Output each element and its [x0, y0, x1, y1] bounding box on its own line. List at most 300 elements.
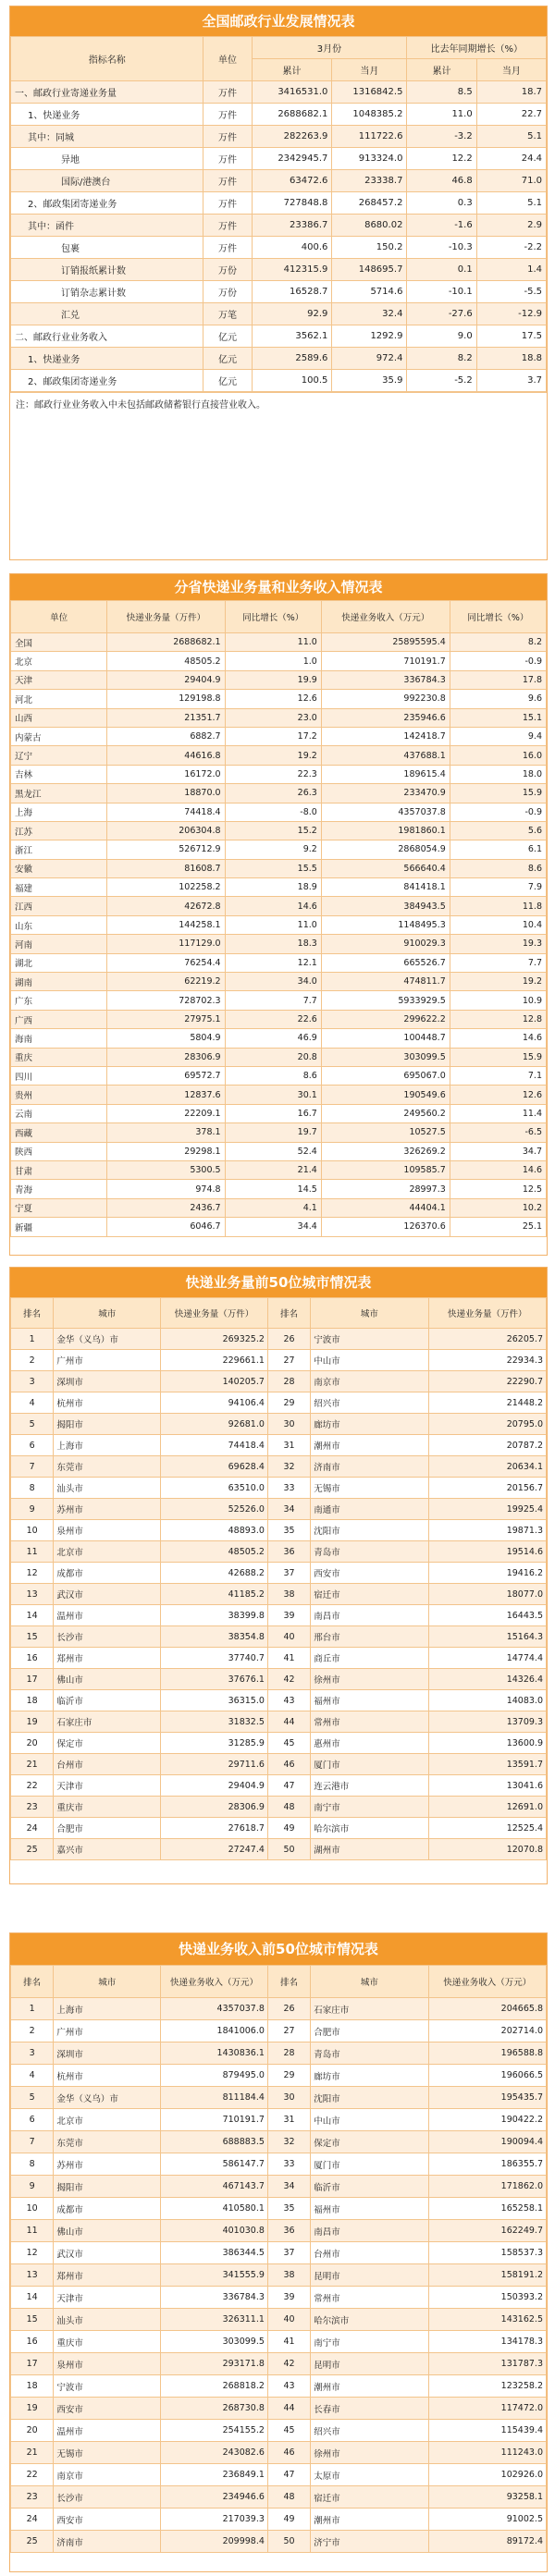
province-volume: 2688682.1	[107, 633, 225, 652]
col-header-yoy: 比去年同期增长（%）	[407, 37, 547, 59]
cumulative-growth: 46.8	[407, 170, 476, 192]
table-row	[11, 670, 547, 689]
rank: 10	[11, 2198, 54, 2220]
express-volume: 13709.3	[428, 1711, 546, 1733]
rank: 42	[267, 1669, 310, 1690]
province-volume: 6046.7	[107, 1218, 225, 1236]
rank: 30	[267, 1414, 310, 1435]
rank: 2	[11, 2020, 54, 2042]
indicator-unit: 万件	[204, 148, 252, 170]
express-volume: 19925.4	[428, 1499, 546, 1520]
table-row	[11, 1563, 547, 1584]
rank: 14	[11, 2287, 54, 2309]
city-name: 泉州市	[54, 2353, 161, 2375]
province-volume-growth: 12.1	[225, 953, 321, 972]
rank: 15	[11, 1626, 54, 1648]
province-volume-growth: 22.3	[225, 765, 321, 783]
indicator-name: 包裹	[11, 237, 204, 259]
city-name: 无锡市	[311, 1478, 428, 1499]
col-header-rank-2: 排名	[267, 1298, 310, 1329]
city-name: 宿迁市	[311, 1584, 428, 1605]
province-revenue-growth: 11.4	[450, 1104, 546, 1122]
province-revenue: 841418.1	[321, 878, 450, 897]
cumulative-growth: -10.3	[407, 237, 476, 259]
city-name: 邢台市	[311, 1626, 428, 1648]
rank: 42	[267, 2353, 310, 2375]
express-revenue: 254155.2	[161, 2420, 268, 2442]
rank: 41	[267, 2331, 310, 2353]
table-row	[11, 2065, 547, 2087]
express-volume: 20795.0	[428, 1414, 546, 1435]
table-row	[11, 1478, 547, 1499]
month-value: 148695.7	[332, 259, 407, 281]
cumulative-growth: 12.2	[407, 148, 476, 170]
cumulative-value: 63472.6	[252, 170, 332, 192]
table-row	[11, 2353, 547, 2375]
province-revenue-growth: 7.1	[450, 1066, 546, 1085]
express-revenue: 303099.5	[161, 2331, 268, 2353]
express-volume: 14083.0	[428, 1690, 546, 1711]
express-volume: 229661.1	[161, 1350, 268, 1371]
rank: 3	[11, 2042, 54, 2065]
table-row	[11, 633, 547, 652]
rank: 27	[267, 1350, 310, 1371]
indicator-unit: 亿元	[204, 348, 252, 370]
indicator-unit: 万件	[204, 104, 252, 126]
table-row	[11, 1690, 547, 1711]
province-volume: 81608.7	[107, 859, 225, 877]
rank: 8	[11, 2153, 54, 2176]
express-volume: 22934.3	[428, 1350, 546, 1371]
table-row	[11, 2176, 547, 2198]
express-revenue: 134178.3	[428, 2331, 546, 2353]
table-row	[11, 215, 547, 237]
table-row	[11, 1648, 547, 1669]
province-revenue: 695067.0	[321, 1066, 450, 1085]
express-volume: 13591.7	[428, 1754, 546, 1775]
express-revenue: 111243.0	[428, 2442, 546, 2464]
province-volume-growth: 34.4	[225, 1218, 321, 1236]
city-name: 东莞市	[54, 1456, 161, 1478]
express-revenue: 117472.0	[428, 2398, 546, 2420]
province-revenue: 2868054.9	[321, 840, 450, 859]
rank: 2	[11, 1350, 54, 1371]
city-name: 成都市	[54, 2198, 161, 2220]
cumulative-growth: -1.6	[407, 215, 476, 237]
province-revenue-growth: 9.6	[450, 690, 546, 708]
express-revenue: 1430836.1	[161, 2042, 268, 2065]
province-volume: 5804.9	[107, 1029, 225, 1048]
province-name: 河南	[11, 935, 107, 953]
cumulative-growth: 11.0	[407, 104, 476, 126]
express-volume: 42688.2	[161, 1563, 268, 1584]
city-name: 杭州市	[54, 2065, 161, 2087]
month-growth: 5.1	[476, 192, 546, 215]
table-row	[11, 859, 547, 877]
province-revenue-growth: 8.6	[450, 859, 546, 877]
rank: 40	[267, 1626, 310, 1648]
table-row	[11, 1066, 547, 1085]
city-revenue-section	[9, 1932, 548, 2572]
city-name: 南京市	[311, 1371, 428, 1392]
province-revenue-growth: 25.1	[450, 1218, 546, 1236]
express-volume: 19871.3	[428, 1520, 546, 1541]
city-name: 重庆市	[54, 1797, 161, 1818]
rank: 25	[11, 1839, 54, 1860]
express-revenue: 93258.1	[428, 2486, 546, 2509]
indicator-name: 异地	[11, 148, 204, 170]
province-volume: 206304.8	[107, 821, 225, 840]
province-revenue: 566640.4	[321, 859, 450, 877]
express-volume: 26205.7	[428, 1329, 546, 1350]
province-name: 全国	[11, 633, 107, 652]
express-volume: 36315.0	[161, 1690, 268, 1711]
province-table	[10, 600, 547, 1237]
province-name: 江西	[11, 897, 107, 915]
rank: 17	[11, 1669, 54, 1690]
province-revenue: 25895595.4	[321, 633, 450, 652]
indicator-name: 其中：同城	[11, 126, 204, 148]
express-volume: 48505.2	[161, 1541, 268, 1563]
province-name: 海南	[11, 1029, 107, 1048]
city-name: 中山市	[311, 1350, 428, 1371]
indicator-name: 国际/港澳台	[11, 170, 204, 192]
express-volume: 41185.2	[161, 1584, 268, 1605]
province-revenue: 1981860.1	[321, 821, 450, 840]
express-revenue: 386344.5	[161, 2242, 268, 2264]
rank: 9	[11, 2176, 54, 2198]
table-row	[11, 1499, 547, 1520]
cumulative-value: 100.5	[252, 370, 332, 392]
col-header-revenue-growth: 同比增长（%）	[450, 601, 546, 633]
rank: 11	[11, 1541, 54, 1563]
rank: 1	[11, 1329, 54, 1350]
table-row	[11, 1839, 547, 1860]
express-volume: 69628.4	[161, 1456, 268, 1478]
table-row	[11, 1775, 547, 1797]
rank: 7	[11, 1456, 54, 1478]
express-revenue: 1841006.0	[161, 2020, 268, 2042]
province-name: 江苏	[11, 821, 107, 840]
province-revenue: 10527.5	[321, 1123, 450, 1142]
province-volume-growth: 46.9	[225, 1029, 321, 1048]
province-volume-growth: 9.2	[225, 840, 321, 859]
province-revenue-growth: 15.9	[450, 784, 546, 803]
cumulative-value: 3416531.0	[252, 81, 332, 104]
province-name: 上海	[11, 803, 107, 821]
rank: 44	[267, 2398, 310, 2420]
table-row	[11, 2264, 547, 2287]
table-row	[11, 746, 547, 765]
province-revenue: 189615.4	[321, 765, 450, 783]
express-volume: 19514.6	[428, 1541, 546, 1563]
table-row	[11, 2242, 547, 2264]
province-volume: 129198.8	[107, 690, 225, 708]
table-row	[11, 2042, 547, 2065]
province-revenue-growth: 18.0	[450, 765, 546, 783]
rank: 13	[11, 1584, 54, 1605]
table-row	[11, 1998, 547, 2020]
month-value: 1316842.5	[332, 81, 407, 104]
indicator-unit: 万件	[204, 126, 252, 148]
table-row	[11, 953, 547, 972]
month-value: 23338.7	[332, 170, 407, 192]
city-name: 廊坊市	[311, 2065, 428, 2087]
table-row	[11, 303, 547, 325]
city-name: 西安市	[54, 2398, 161, 2420]
cumulative-value: 400.6	[252, 237, 332, 259]
table-row	[11, 2375, 547, 2398]
city-name: 西安市	[311, 1563, 428, 1584]
rank: 15	[11, 2309, 54, 2331]
province-name: 青海	[11, 1180, 107, 1198]
col-header-revenue: 快递业务收入（万元）	[161, 1966, 268, 1998]
province-volume: 117129.0	[107, 935, 225, 953]
province-revenue: 665526.7	[321, 953, 450, 972]
indicator-name: 其中：函件	[11, 215, 204, 237]
rank: 21	[11, 2442, 54, 2464]
rank: 4	[11, 1392, 54, 1414]
province-revenue-growth: 12.6	[450, 1086, 546, 1104]
cumulative-value: 412315.9	[252, 259, 332, 281]
rank: 31	[267, 1435, 310, 1456]
rank: 46	[267, 2442, 310, 2464]
month-value: 150.2	[332, 237, 407, 259]
province-volume-growth: 19.7	[225, 1123, 321, 1142]
cumulative-growth: 0.3	[407, 192, 476, 215]
city-name: 长沙市	[54, 2486, 161, 2509]
province-volume-growth: 15.5	[225, 859, 321, 877]
province-revenue-growth: 8.2	[450, 633, 546, 652]
indicator-name: 一、邮政行业寄递业务量	[11, 81, 204, 104]
express-revenue: 688883.5	[161, 2131, 268, 2153]
express-revenue: 102926.0	[428, 2464, 546, 2486]
province-name: 福建	[11, 878, 107, 897]
rank: 45	[267, 2420, 310, 2442]
province-name: 云南	[11, 1104, 107, 1122]
indicator-name: 2、邮政集团寄递业务	[11, 192, 204, 215]
month-growth: 22.7	[476, 104, 546, 126]
rank: 38	[267, 1584, 310, 1605]
province-revenue-growth: 19.3	[450, 935, 546, 953]
table-row	[11, 784, 547, 803]
table-row	[11, 325, 547, 348]
province-volume: 2436.7	[107, 1198, 225, 1217]
express-volume: 19416.2	[428, 1563, 546, 1584]
city-name: 长春市	[311, 2398, 428, 2420]
rank: 43	[267, 1690, 310, 1711]
table-row	[11, 803, 547, 821]
province-volume: 74418.4	[107, 803, 225, 821]
month-growth: 1.4	[476, 259, 546, 281]
province-name: 西藏	[11, 1123, 107, 1142]
rank: 29	[267, 1392, 310, 1414]
express-volume: 20634.1	[428, 1456, 546, 1478]
rank: 50	[267, 2531, 310, 2553]
province-revenue-growth: 15.9	[450, 1048, 546, 1066]
province-revenue-growth: 12.5	[450, 1180, 546, 1198]
col-header-province: 单位	[11, 601, 107, 633]
province-name: 辽宁	[11, 746, 107, 765]
city-name: 合肥市	[311, 2020, 428, 2042]
rank: 50	[267, 1839, 310, 1860]
table-row	[11, 1218, 547, 1236]
city-name: 广州市	[54, 2020, 161, 2042]
express-volume: 37676.1	[161, 1669, 268, 1690]
province-volume-growth: 14.5	[225, 1180, 321, 1198]
rank: 16	[11, 1648, 54, 1669]
city-name: 武汉市	[54, 2242, 161, 2264]
col-header-rank: 排名	[11, 1298, 54, 1329]
province-name: 甘肃	[11, 1160, 107, 1179]
table-row	[11, 348, 547, 370]
express-volume: 14774.4	[428, 1648, 546, 1669]
express-revenue: 410580.1	[161, 2198, 268, 2220]
city-name: 厦门市	[311, 1754, 428, 1775]
rank: 39	[267, 2287, 310, 2309]
city-name: 郑州市	[54, 1648, 161, 1669]
city-name: 青岛市	[311, 1541, 428, 1563]
month-growth: 18.7	[476, 81, 546, 104]
province-name: 山西	[11, 708, 107, 727]
rank: 20	[11, 1733, 54, 1754]
month-value: 913324.0	[332, 148, 407, 170]
table-row	[11, 81, 547, 104]
table-row	[11, 727, 547, 745]
rank: 32	[267, 2131, 310, 2153]
cumulative-value: 3562.1	[252, 325, 332, 348]
province-revenue-growth: 11.8	[450, 897, 546, 915]
industry-overview-table	[10, 36, 547, 392]
rank: 10	[11, 1520, 54, 1541]
table-row	[11, 2109, 547, 2131]
city-name: 徐州市	[311, 2442, 428, 2464]
month-value: 5714.6	[332, 281, 407, 303]
express-volume: 29711.6	[161, 1754, 268, 1775]
indicator-unit: 亿元	[204, 325, 252, 348]
province-revenue: 44404.1	[321, 1198, 450, 1217]
city-name: 成都市	[54, 1563, 161, 1584]
province-revenue: 336784.3	[321, 670, 450, 689]
city-name: 潮州市	[311, 2509, 428, 2531]
rank: 34	[267, 1499, 310, 1520]
express-revenue: 326311.1	[161, 2309, 268, 2331]
city-name: 福州市	[311, 1690, 428, 1711]
col-header-cumulative: 累计	[252, 59, 332, 81]
rank: 18	[11, 1690, 54, 1711]
province-name: 北京	[11, 652, 107, 670]
province-name: 湖北	[11, 953, 107, 972]
col-header-cumulative-growth: 累计	[407, 59, 476, 81]
cumulative-value: 2688682.1	[252, 104, 332, 126]
city-name: 沈阳市	[311, 1520, 428, 1541]
express-revenue: 209998.4	[161, 2531, 268, 2553]
express-volume: 29404.9	[161, 1775, 268, 1797]
rank: 45	[267, 1733, 310, 1754]
table-row	[11, 1160, 547, 1179]
province-volume-growth: 16.7	[225, 1104, 321, 1122]
province-volume: 102258.2	[107, 878, 225, 897]
province-volume-growth: 1.0	[225, 652, 321, 670]
province-revenue-growth: -0.9	[450, 803, 546, 821]
city-name: 长沙市	[54, 1626, 161, 1648]
province-revenue-growth: 19.2	[450, 973, 546, 991]
province-name: 重庆	[11, 1048, 107, 1066]
col-header-volume: 快递业务量（万件）	[161, 1298, 268, 1329]
city-name: 苏州市	[54, 1499, 161, 1520]
province-volume: 28306.9	[107, 1048, 225, 1066]
city-name: 昆明市	[311, 2264, 428, 2287]
province-revenue: 299622.2	[321, 1010, 450, 1028]
rank: 16	[11, 2331, 54, 2353]
express-revenue: 4357037.8	[161, 1998, 268, 2020]
indicator-unit: 万份	[204, 259, 252, 281]
table-row	[11, 915, 547, 934]
province-volume: 62219.2	[107, 973, 225, 991]
express-volume: 28306.9	[161, 1797, 268, 1818]
province-volume: 18870.0	[107, 784, 225, 803]
indicator-unit: 万笔	[204, 303, 252, 325]
cumulative-growth: 0.1	[407, 259, 476, 281]
rank: 49	[267, 1818, 310, 1839]
province-revenue: 109585.7	[321, 1160, 450, 1179]
month-growth: 5.1	[476, 126, 546, 148]
city-name: 临沂市	[311, 2176, 428, 2198]
rank: 46	[267, 1754, 310, 1775]
rank: 32	[267, 1456, 310, 1478]
rank: 14	[11, 1605, 54, 1626]
express-volume: 27618.7	[161, 1818, 268, 1839]
col-header-volume-growth: 同比增长（%）	[225, 601, 321, 633]
city-name: 宁波市	[54, 2375, 161, 2398]
province-volume-growth: 23.0	[225, 708, 321, 727]
table-row	[11, 1350, 547, 1371]
rank: 9	[11, 1499, 54, 1520]
province-revenue-growth: 14.6	[450, 1160, 546, 1179]
province-volume: 29298.1	[107, 1142, 225, 1160]
indicator-unit: 万件	[204, 81, 252, 104]
express-revenue: 115439.4	[428, 2420, 546, 2442]
indicator-name: 1、快递业务	[11, 348, 204, 370]
province-volume: 5300.5	[107, 1160, 225, 1179]
province-volume: 144258.1	[107, 915, 225, 934]
express-revenue: 143162.5	[428, 2309, 546, 2331]
province-volume: 22209.1	[107, 1104, 225, 1122]
province-revenue: 100448.7	[321, 1029, 450, 1048]
city-name: 揭阳市	[54, 1414, 161, 1435]
table-row	[11, 2153, 547, 2176]
rank: 48	[267, 2486, 310, 2509]
city-name: 北京市	[54, 1541, 161, 1563]
province-volume: 728702.3	[107, 991, 225, 1010]
rank: 28	[267, 1371, 310, 1392]
city-name: 潮州市	[311, 2375, 428, 2398]
express-volume: 74418.4	[161, 1435, 268, 1456]
city-name: 揭阳市	[54, 2176, 161, 2198]
table-row	[11, 1605, 547, 1626]
table-row	[11, 2087, 547, 2109]
rank: 31	[267, 2109, 310, 2131]
province-volume: 76254.4	[107, 953, 225, 972]
province-volume-growth: 11.0	[225, 633, 321, 652]
province-revenue-growth: 10.9	[450, 991, 546, 1010]
table-row	[11, 991, 547, 1010]
rank: 36	[267, 2220, 310, 2242]
table-row	[11, 1010, 547, 1028]
table-row	[11, 1435, 547, 1456]
table-row	[11, 935, 547, 953]
province-name: 吉林	[11, 765, 107, 783]
